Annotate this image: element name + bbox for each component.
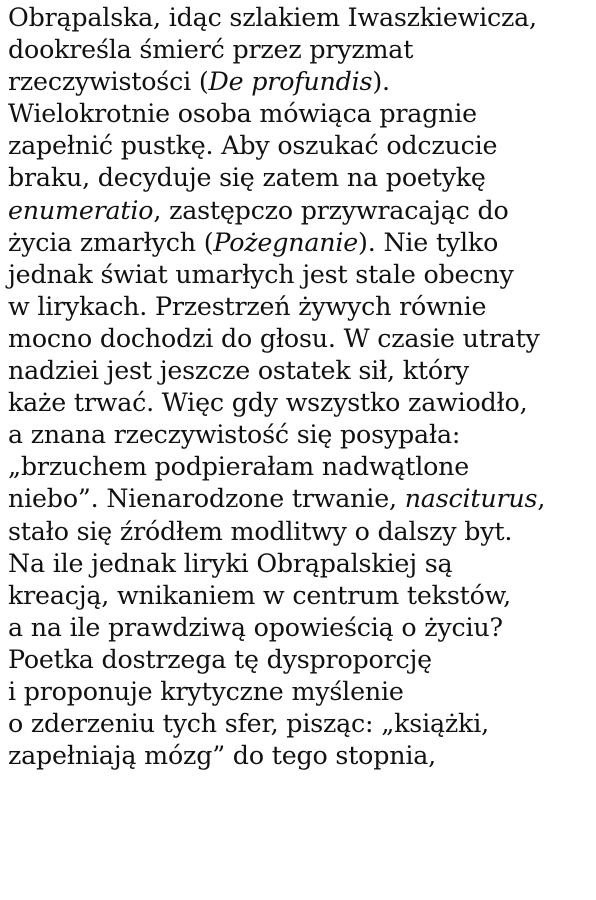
italic-term: nasciturus	[404, 484, 538, 515]
text-run: jednak świat umarłych jest stale obecny	[8, 259, 514, 290]
text-run: a na ile prawdziwą opowieścią o życiu?	[8, 612, 503, 643]
text-run: w lirykach. Przestrzeń żywych równie	[8, 291, 487, 322]
text-run: ,	[537, 484, 546, 515]
text-line-23	[8, 708, 592, 740]
text-line-13	[8, 387, 592, 419]
text-run: mocno dochodzi do głosu. W czasie utraty	[8, 323, 540, 354]
text-line-3	[8, 66, 592, 98]
text-run: braku, decyduje się zatem na poetykę	[8, 163, 486, 194]
text-run: nadziei jest jeszcze ostatek sił, który	[8, 356, 469, 387]
text-run: o zderzeniu tych sfer, pisząc: „książki,	[8, 709, 489, 740]
text-line-24	[8, 740, 592, 772]
text-line-5	[8, 130, 592, 162]
article-paragraph	[8, 2, 596, 772]
italic-title: De profundis	[208, 67, 373, 98]
text-run: dookreśla śmierć przez pryzmat	[8, 35, 414, 66]
text-run: ). Nie tylko	[358, 227, 499, 258]
text-line-8	[8, 227, 592, 259]
text-run: zapełniają mózg” do tego stopnia,	[8, 741, 437, 772]
text-line-9	[8, 259, 592, 291]
text-line-15	[8, 451, 592, 483]
text-run: i proponuje krytyczne myślenie	[8, 676, 404, 707]
text-line-2	[8, 34, 592, 66]
text-run: , zastępczo przywracając do	[153, 195, 509, 226]
text-run: stało się źródłem modlitwy o dalszy byt.	[8, 516, 513, 547]
text-run: niebo”. Nienarodzone trwanie,	[8, 484, 405, 515]
text-run: Poetka dostrzega tę dysproporcję	[8, 644, 432, 675]
text-line-1	[8, 2, 592, 34]
text-line-20	[8, 612, 592, 644]
text-run: Wielokrotnie osoba mówiąca pragnie	[8, 99, 477, 130]
text-run: zapełnić pustkę. Aby oszukać odczucie	[8, 131, 498, 162]
text-line-16	[8, 483, 592, 515]
text-line-12	[8, 355, 592, 387]
text-run: a znana rzeczywistość się posypała:	[8, 420, 461, 451]
text-run: kreacją, wnikaniem w centrum tekstów,	[8, 580, 511, 611]
text-line-6	[8, 162, 592, 194]
text-line-17	[8, 516, 592, 548]
text-line-18	[8, 548, 592, 580]
text-run: życia zmarłych (	[8, 227, 214, 258]
text-line-22	[8, 676, 592, 708]
text-run: rzeczywistości (	[8, 67, 209, 98]
text-line-19	[8, 580, 592, 612]
text-run: „brzuchem podpierałam nadwątlone	[8, 452, 470, 483]
italic-title: Pożegnanie	[213, 227, 359, 258]
text-line-4	[8, 98, 592, 130]
text-line-10	[8, 291, 592, 323]
text-run: ).	[372, 67, 390, 98]
text-line-7	[8, 195, 592, 227]
italic-term: enumeratio	[8, 195, 154, 226]
text-line-21	[8, 644, 592, 676]
text-line-14	[8, 419, 592, 451]
text-line-11	[8, 323, 592, 355]
text-run: każe trwać. Więc gdy wszystko zawiodło,	[8, 388, 528, 419]
text-run: Obrąpalska, idąc szlakiem Iwaszkiewicza,	[8, 3, 537, 33]
text-run: Na ile jednak liryki Obrąpalskiej są	[8, 548, 453, 579]
